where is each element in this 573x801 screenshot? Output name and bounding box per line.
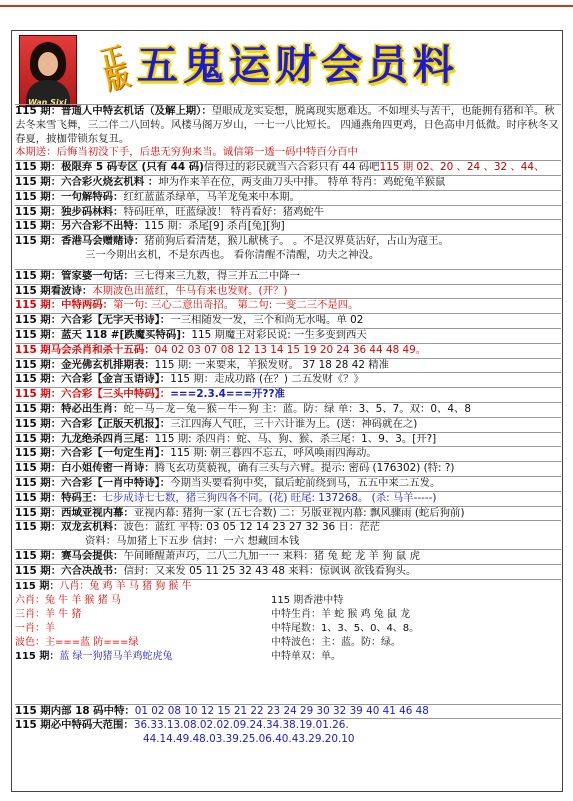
row-battle-book: 115 期：六合决战书：信封：又来发 05 11 25 32 43 48 来料：惊讽讽 欲钱看狗头。 bbox=[15, 564, 561, 579]
row-not-special: 115 期：另六合彩不出特：115 期：杀尾[9] 杀肖[兔][狗] bbox=[15, 219, 561, 234]
row-riddle: 115 期：普通人中特玄机话（及解上期）：望眼成龙实妄想，脱离现实愿难达。不如埋头与苦干，也能拥有猪和羊。秋去冬来雪飞舞，三二伴二八回转。风楼马阁万岁山，一七一八比短长。 四通燕角四更鸡，日色高申月低微。时序秋冬又春夏，披枷带锁东复丑。 bbox=[15, 104, 561, 146]
page-title: 五鬼运财会员料 bbox=[137, 41, 459, 89]
row-golden-buddha: 115 期：金光佛玄机排期表：115 期: 一来要来，羊猴发财。 37 18 28 42 精准 bbox=[15, 358, 561, 373]
row-horse-club: 115 期：赛马会提供：午间睡醒萧声巧，二八二九加一一 来料：猪 兔 蛇 龙 羊 狗 鼠 虎 bbox=[15, 549, 561, 564]
row-code-forest: 115 期：独步码林料：特码旺单，旺蓝绿波！ 特肖看好：猪鸡蛇牛 bbox=[15, 205, 561, 220]
row-kill-fifteen: 115 期马会杀肖和杀十五码：04 02 03 07 08 12 13 14 15 19 20 24 36 44 48 49。 bbox=[15, 343, 561, 358]
zodiac-block-left: 115 期：八肖：兔 鸡 羊 马 猪 狗 猴 牛 六肖：兔 牛 羊 猴 猪 马 三肖：羊 牛 猪 一肖：羊 波色：主===蓝 防===绿 115 期：蓝 绿一狗猪马羊鸡蛇虎兔 bbox=[15, 580, 192, 662]
row-twin-dragons-cont: 资料：马加猪上下五步 信封：一六 想藏回本钱 bbox=[85, 535, 300, 548]
row-oracle-paper: 115 期：六合彩【正版天机报】：三江四海人气旺，三十六计谁为上。(送：神码就在之) bbox=[15, 417, 561, 432]
row-asia-tv: 115 期：西域亚视内幕：亚视内幕: 猪狗一家 (五七合数) 二：另版亚视内幕: 飘风骤雨 (蛇后狗前) bbox=[15, 506, 561, 521]
row-golden-words: 115 期：六合彩【金言玉语诗】：115 期：走成功路 (在？) 二五发财《？》 bbox=[15, 372, 561, 387]
row-must-zodiac: 115 期：特必出生肖：蛇－马－龙－兔－猴－牛－狗 主：蓝。防：绿 单：3、5、7。双：0、4、8 bbox=[15, 402, 561, 417]
genuine-badge: 正版 bbox=[93, 42, 131, 92]
header bbox=[12, 31, 562, 111]
row-heaven-book: 115 期：六合彩【无字天书诗】：一三相随发一发，三个和尚无水喝。单 02 bbox=[15, 313, 561, 328]
row-twin-dragons: 115 期：双龙玄机料：波色：蓝红 平特: 03 05 12 14 23 27 32 36 日：茫茫 bbox=[15, 520, 561, 535]
row-fire: 115 期：六合彩火烧玄机料 ：坤为作来羊在位，两支曲刀头中排。 特单 特肖：鸡蛇兔羊猴鼠 bbox=[15, 175, 561, 190]
row-exclude-five: 115 期：极限弃 5 码专区 (只有 44 码)信得过的彩民就当六合彩只有 44 码吧115 期 02、20 、24 、32 、44、 bbox=[15, 160, 561, 175]
row-housekeeper: 115 期：管家婆一句话：三七得来三九数，得三并五二中降一 bbox=[15, 269, 561, 284]
row-hk-poem: 115 期：香港马会赠赌诗：猪前狗后看清楚，猴儿献桃子。 。不是汉界莫沾好，占山为寇王。 bbox=[15, 234, 561, 249]
zodiac-block bbox=[15, 579, 561, 704]
row-one-sentence: 115 期：一句解特码：红红蓝蓝杀绿单，马羊龙兔来中本期。 bbox=[15, 190, 561, 205]
content-rows bbox=[15, 104, 561, 747]
row-wide-range-cont: 44.14.49.48.03.39.25.06.40.43.29.20.10 bbox=[143, 733, 355, 746]
row-gift: 本期送：后悔当初没下手，后患无穷狗来当。诚信第一透一码中特百分百中 bbox=[15, 146, 358, 159]
row-wave-poem: 115 期看波诗：本期波色出蓝红，牛马有来也发财。(开？) bbox=[15, 284, 561, 299]
row-one-zodiac-poem: 115 期：六合彩【一肖中特诗】：今期当头要看狗中奖，鼠后蛇前绕到马，五五中来二五发。 bbox=[15, 476, 561, 491]
row-wide-range: 115 期必中特码大范围：36.33.13.08.02.02.09.24.34.38.19.01.26. bbox=[15, 718, 561, 733]
avatar bbox=[19, 35, 77, 107]
row-blue-sky: 115 期：蓝天 118 #[跌魔买特码]：115 期魔王对彩民说: 一生多变到西天 bbox=[15, 328, 561, 343]
page-frame bbox=[11, 30, 563, 792]
row-hk-poem-cont: 三一今期出玄机，不是东西也。 看你清醒不清醒，功夫之神没。 bbox=[85, 248, 380, 261]
row-one-sentence-zodiac: 115 期：六合彩【一句定生肖】：115 期: 朝三暮四不忘五，呼风唤雨四海动。 bbox=[15, 446, 561, 461]
top-divider-line bbox=[0, 5, 573, 7]
row-two-codes: 115 期：中特两码：第一句: 三心二意出奇招。 第二句: 一变二三不是四。 bbox=[15, 298, 561, 313]
row-code-king: 115 期：特码王：七步成诗七七数，猪三狗四各不同。(花) 旺尾: 137268。 (杀: 马羊-----) bbox=[15, 491, 561, 506]
avatar-caption: Wan Sixi bbox=[28, 98, 67, 107]
row-miss-bai: 115 期：白小姐传密一肖诗：腾飞玄功莫藐视，确有三头与六臂。提示: 密码 (176302) (特: ?) bbox=[15, 461, 561, 476]
row-nine-dragons: 115 期：九龙绝杀四肖三尾：115 期: 杀四肖：蛇、马、狗、猴、杀三尾：1、9、3。[开?] bbox=[15, 432, 561, 447]
zodiac-block-hk: 115 期香港中特 中特生肖：羊 蛇 猴 鸡 兔 鼠 龙 中特尾数：1、3、5、0、4、8。 中特波色：主：蓝。防：绿。 中特单双：单。 bbox=[271, 594, 420, 662]
row-inner-eighteen: 115 期内部 18 码中特：01 02 08 10 12 15 21 22 23 24 29 30 32 39 40 41 46 48 bbox=[15, 704, 561, 719]
row-three-heads: 115 期：六合彩【三头中特码】：===2.3.4===开??准 bbox=[15, 387, 561, 402]
